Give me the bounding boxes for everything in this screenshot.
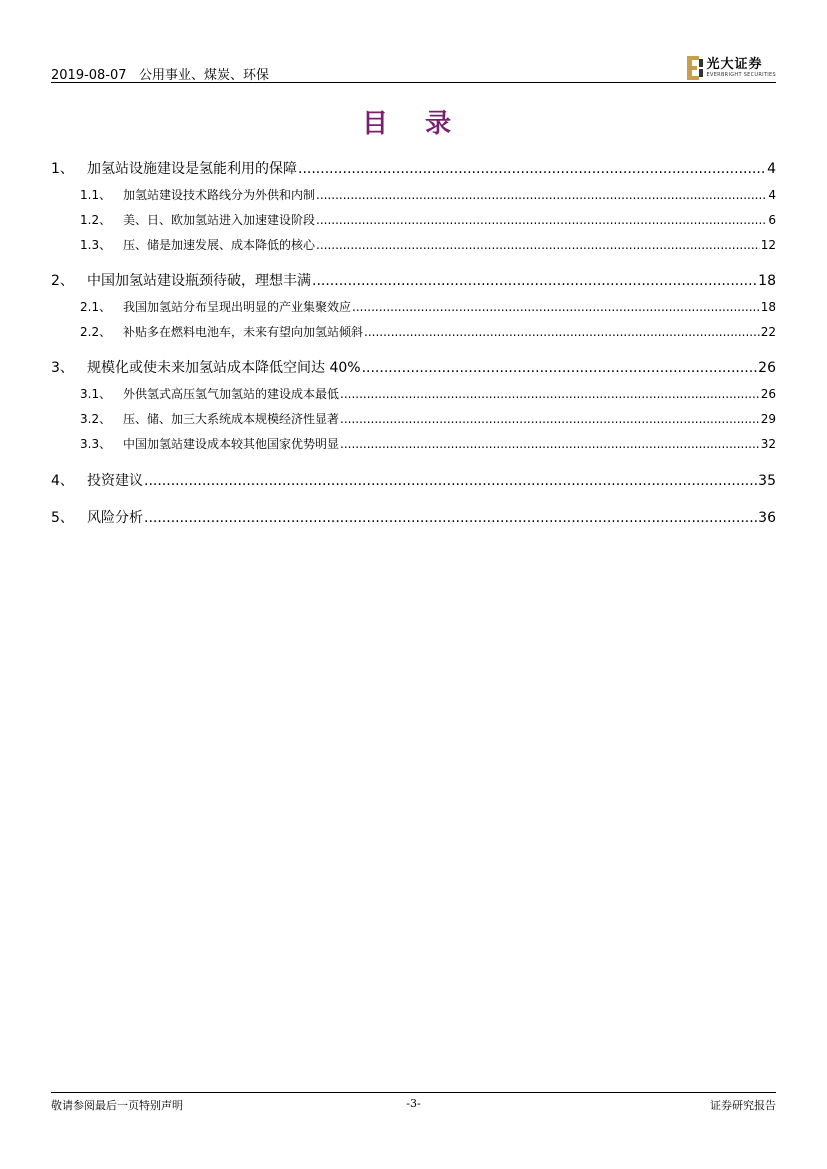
toc-subsection[interactable] [80, 186, 776, 203]
page-footer [51, 1097, 776, 1113]
toc-label: 投资建议 [87, 473, 143, 489]
toc-label: 加氢站设施建设是氢能利用的保障 [87, 161, 297, 177]
brand-name-cn: 光大证券 [706, 57, 763, 72]
toc-page-number: 4 [767, 161, 776, 177]
toc-number: 2.1、 [80, 300, 112, 314]
toc-subsection[interactable] [80, 236, 776, 253]
toc-page-number: 6 [768, 213, 776, 227]
toc-number: 3.3、 [80, 437, 112, 451]
toc-page-number: 4 [768, 188, 776, 202]
toc-page-number: 18 [758, 273, 776, 289]
toc-number: 1.1、 [80, 188, 112, 202]
toc-leader-dots [144, 473, 757, 489]
toc-number: 3.2、 [80, 412, 112, 426]
toc-page-number: 29 [760, 412, 776, 426]
toc-label: 补贴多在燃料电池车，未来有望向加氢站倾斜 [123, 325, 364, 339]
toc-leader-dots [144, 510, 757, 526]
toc-label: 中国加氢站建设成本较其他国家优势明显 [123, 437, 340, 451]
toc-section[interactable] [51, 158, 776, 178]
toc-leader-dots [298, 161, 766, 177]
page-header [51, 57, 776, 84]
toc-subsection[interactable] [80, 385, 776, 402]
toc-label: 中国加氢站建设瓶颈待破，理想丰满 [87, 273, 311, 289]
brand-logo [687, 54, 776, 82]
footer-disclaimer: 敬请参阅最后一页特别声明 [51, 1099, 183, 1112]
toc-leader-dots [312, 273, 757, 289]
toc-leader-dots [340, 412, 760, 426]
toc-number: 1.2、 [80, 213, 112, 227]
toc-label: 规模化或使未来加氢站成本降低空间达 40% [87, 360, 361, 376]
toc-page-number: 18 [760, 300, 776, 314]
toc-label: 美、日、欧加氢站进入加速建设阶段 [123, 213, 316, 227]
toc-section[interactable] [51, 270, 776, 290]
toc-section[interactable] [51, 507, 776, 527]
toc-number: 3、 [51, 360, 74, 376]
toc-page-number: 36 [758, 510, 776, 526]
toc-leader-dots [364, 325, 760, 339]
header-divider [51, 82, 776, 83]
toc-number: 3.1、 [80, 387, 112, 401]
toc-label: 我国加氢站分布呈现出明显的产业集聚效应 [123, 300, 352, 314]
toc-subsection[interactable] [80, 323, 776, 340]
toc-label: 加氢站建设技术路线分为外供和内制 [123, 188, 316, 202]
toc-page-number: 26 [760, 387, 776, 401]
toc-number: 1、 [51, 161, 74, 177]
toc-page-number: 35 [758, 473, 776, 489]
toc-leader-dots [340, 437, 760, 451]
toc-subsection[interactable] [80, 435, 776, 452]
toc-page-number: 26 [758, 360, 776, 376]
toc-leader-dots [352, 300, 760, 314]
toc-label: 压、储是加速发展、成本降低的核心 [123, 238, 316, 252]
toc-subsection[interactable] [80, 410, 776, 427]
toc-page-number: 22 [760, 325, 776, 339]
header-text [51, 64, 269, 83]
toc-number: 4、 [51, 473, 74, 489]
toc-subsection[interactable] [80, 298, 776, 315]
toc-leader-dots [316, 188, 767, 202]
toc-section[interactable] [51, 357, 776, 377]
toc-number: 2.2、 [80, 325, 112, 339]
header-sector: 公用事业、煤炭、环保 [138, 68, 269, 83]
toc-page-number: 12 [760, 238, 776, 252]
toc-section[interactable] [51, 470, 776, 490]
toc-leader-dots [316, 238, 760, 252]
toc-leader-dots [316, 213, 767, 227]
logo-mark-icon [687, 56, 704, 80]
toc-label: 压、储、加三大系统成本规模经济性显著 [123, 412, 340, 426]
toc-title: 目 录 [361, 109, 466, 139]
toc-leader-dots [362, 360, 758, 376]
footer-divider [51, 1092, 776, 1093]
toc-label: 风险分析 [87, 510, 143, 526]
toc-number: 5、 [51, 510, 74, 526]
toc-number: 2、 [51, 273, 74, 289]
footer-report-type: 证券研究报告 [710, 1099, 776, 1112]
toc-leader-dots [340, 387, 760, 401]
toc-label: 外供氢式高压氢气加氢站的建设成本最低 [123, 387, 340, 401]
page-number: -3- [406, 1097, 421, 1110]
toc-number: 1.3、 [80, 238, 112, 252]
header-date: 2019-08-07 [51, 68, 127, 83]
toc-subsection[interactable] [80, 211, 776, 228]
toc-page-number: 32 [760, 437, 776, 451]
brand-name-en: EVERBRIGHT SECURITIES [706, 72, 776, 78]
